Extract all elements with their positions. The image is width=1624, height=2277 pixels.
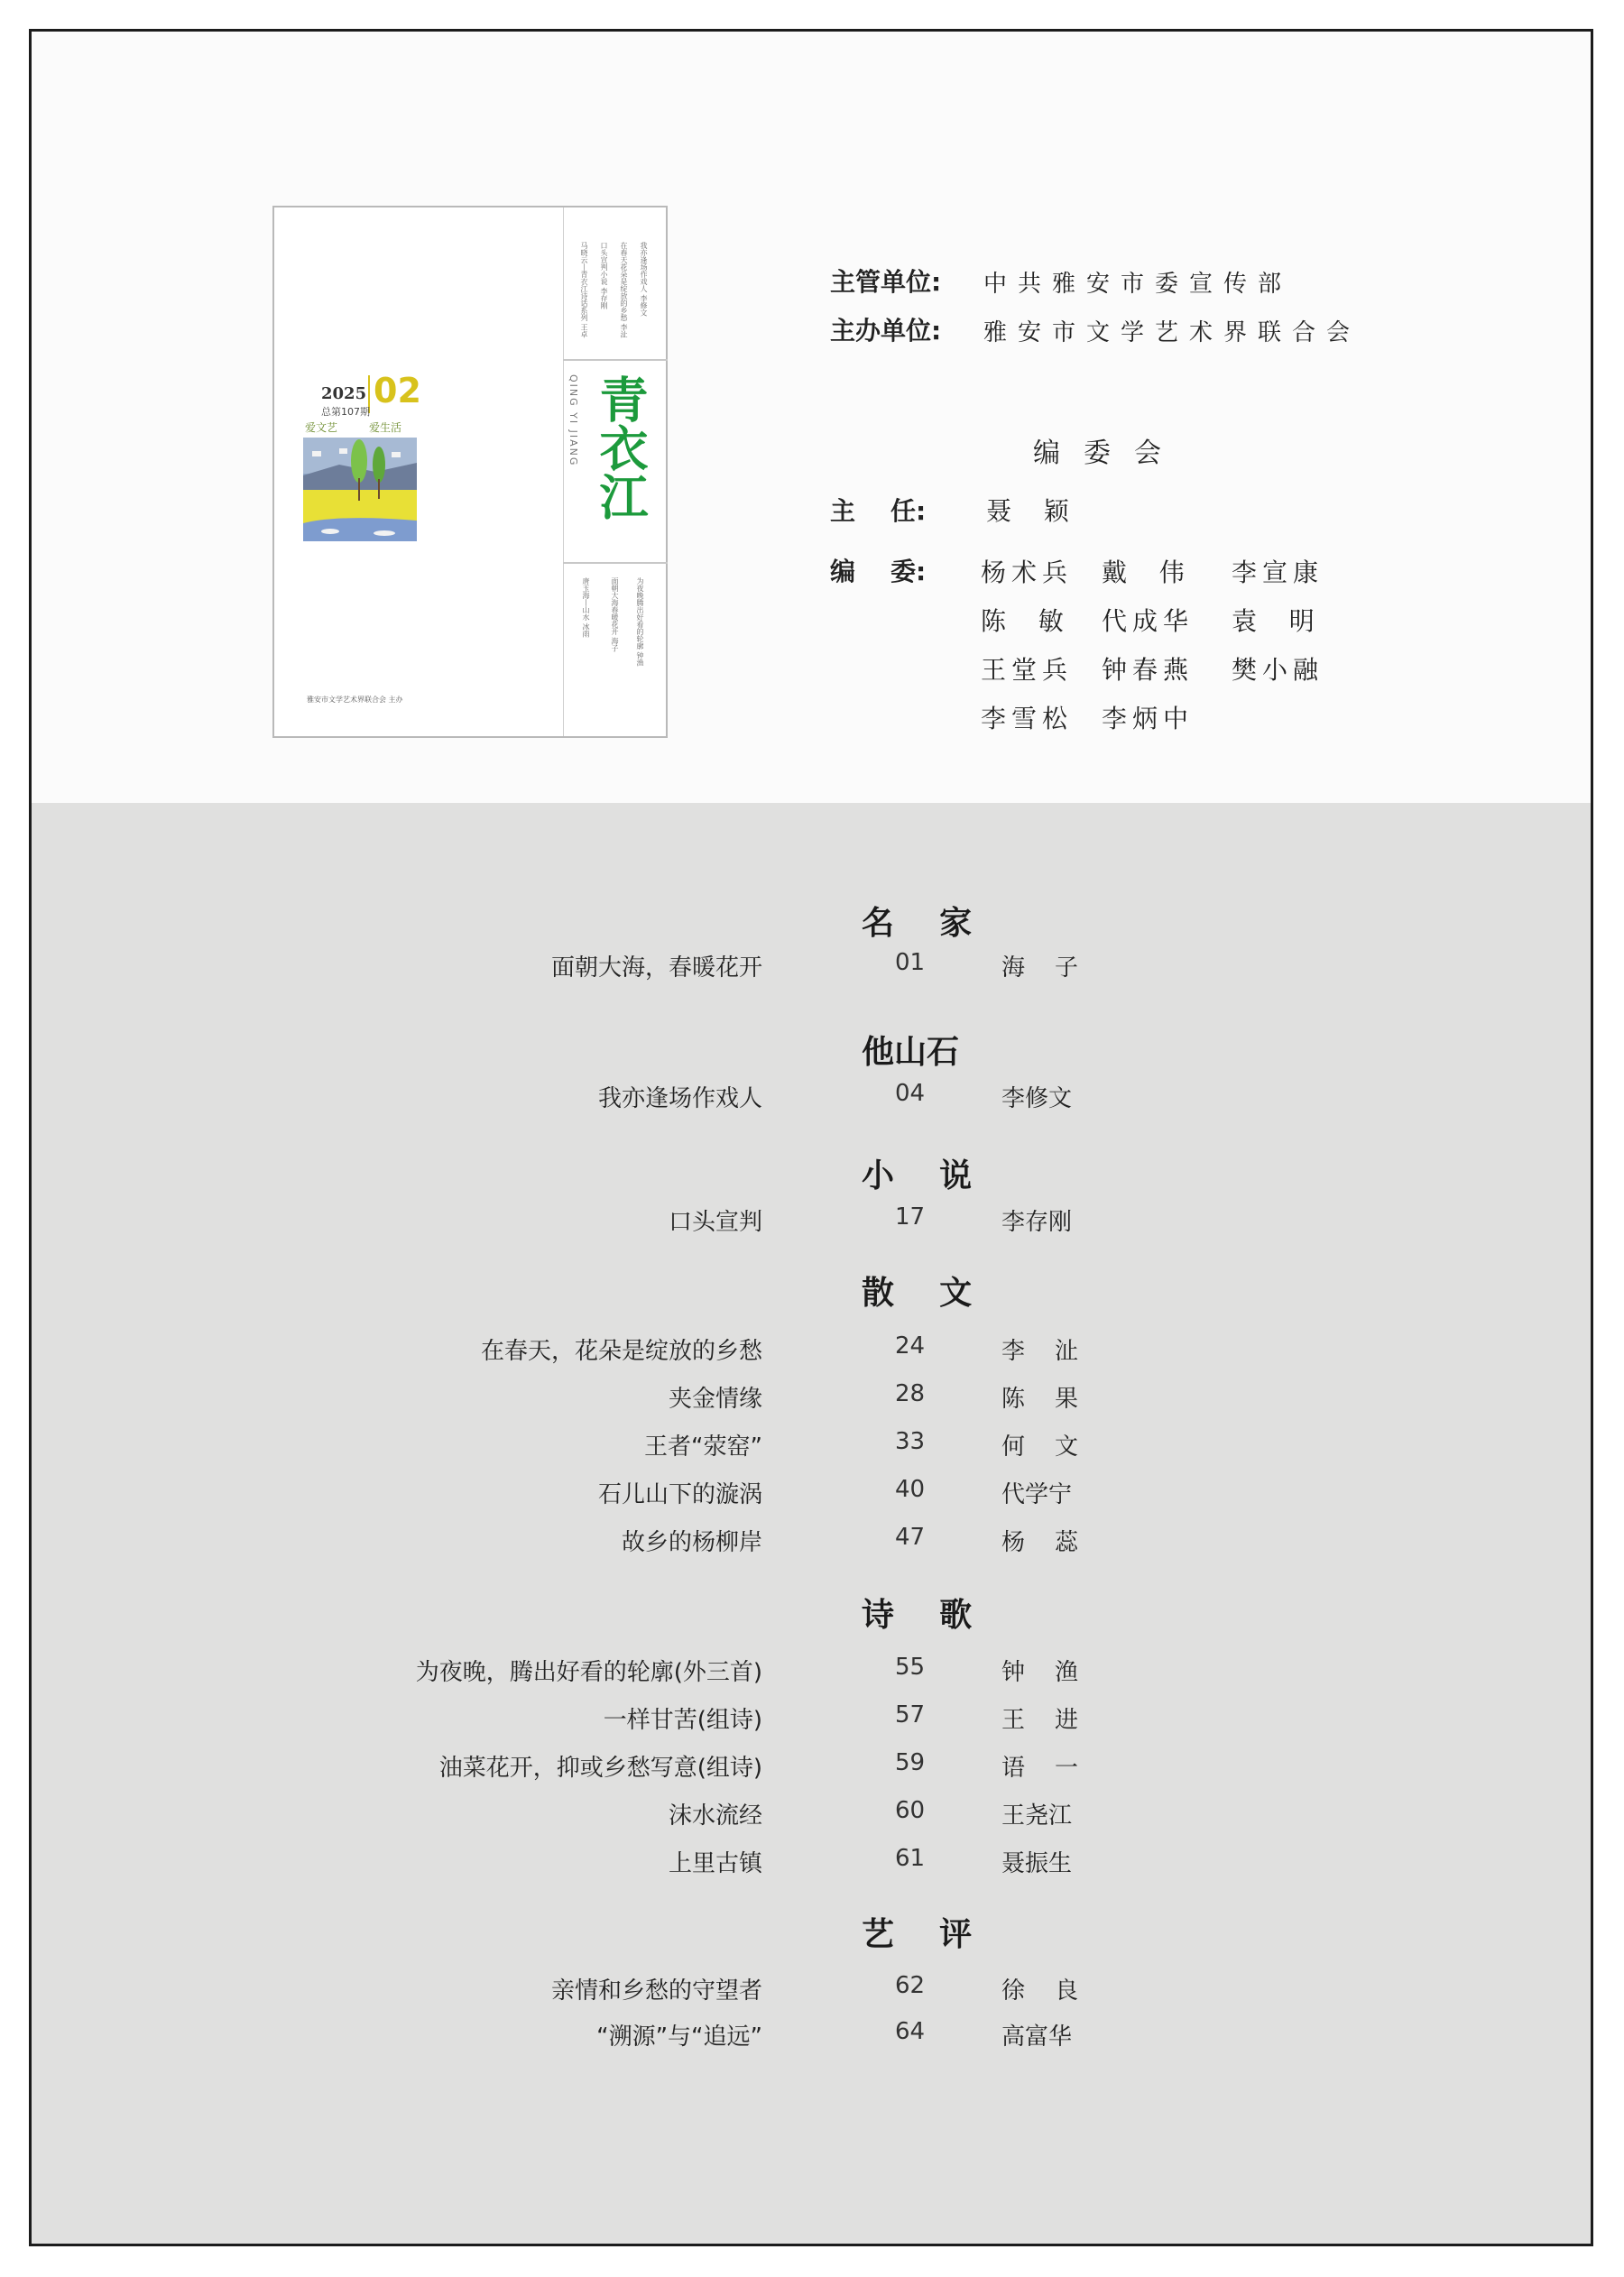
toc-entry-author: 钟 渔 [1001,1659,1079,1686]
editor-name: 王堂兵 [981,655,1074,685]
toc-entry-page: 59 [895,1749,926,1776]
toc-entry-page: 47 [895,1524,926,1551]
toc-entry-title[interactable]: 为夜晚，腾出好看的轮廓(外三首) [415,1659,762,1686]
toc-entry-title[interactable]: 油菜花开，抑或乡愁写意(组诗) [438,1755,762,1782]
toc-entry-title[interactable]: 在春天，花朵是绽放的乡愁 [480,1338,762,1365]
cover-pinyin: QING YI JIANG [567,374,579,467]
toc-entry-page: 33 [895,1428,926,1455]
toc-entry-title[interactable]: 沫水流经 [668,1802,762,1830]
toc-entry-author: 李存刚 [1001,1209,1073,1236]
toc-entry-author: 代学宁 [1001,1481,1073,1508]
toc-entry-page: 60 [895,1797,926,1824]
cover-contents-item: 口头宣判小说 李存刚 [600,242,608,309]
sponsor-value: 雅安市文学艺术界联合会 [983,319,1361,346]
cover-publisher: 雅安市文学艺术界联合会 主办 [307,696,403,704]
sponsor-label: 主办单位: [830,316,942,346]
editor-name: 陈 敏 [981,606,1069,636]
toc-entry-title[interactable]: 故乡的杨柳岸 [621,1529,762,1556]
toc-entry-page: 17 [895,1203,926,1231]
editors-label: 编 委: [830,557,927,586]
toc-entry-title[interactable]: 亲情和乡愁的守望者 [550,1977,762,2005]
cover-rule [563,359,668,361]
cover-title: 青衣江 [592,374,650,521]
toc-entry-page: 28 [895,1380,926,1407]
section-heading-sanwen: 散 文 [862,1274,973,1312]
section-heading-yiping: 艺 评 [862,1915,973,1953]
toc-entry-title[interactable]: 上里古镇 [668,1850,762,1877]
supervisor-label: 主管单位: [830,267,942,297]
toc-entry-author: 聂振生 [1001,1850,1073,1877]
page-frame [29,29,1593,2246]
cover-contents-item: 为夜晚腾出好看的轮廓 钟渔 [636,577,644,667]
toc-entry-author: 王尧江 [1001,1802,1073,1830]
cover-contents-item: 我亦逢场作戏人 李修文 [640,242,648,317]
toc-entry-title[interactable]: 夹金情缘 [668,1386,762,1413]
toc-entry-page: 62 [895,1972,926,1999]
toc-entry-page: 24 [895,1332,926,1360]
section-heading-tashanshi: 他山石 [862,1033,960,1071]
cover-total-issue: 总第107期 [321,406,370,418]
toc-entry-title[interactable]: 口头宣判 [668,1209,762,1236]
editor-name: 李宣康 [1232,558,1324,587]
toc-entry-author: 陈 果 [1001,1386,1079,1413]
cover-contents-item: 在春天花朵是绽放的乡愁 李沚 [620,242,628,338]
cover-rule [563,562,668,564]
toc-entry-author: 李 沚 [1001,1338,1079,1365]
toc-entry-page: 40 [895,1476,926,1503]
toc-entry-title[interactable]: “溯源”与“追远” [596,2023,762,2051]
editor-name: 钟春燕 [1102,655,1195,685]
editor-name: 樊小融 [1232,655,1324,685]
masthead-panel [32,32,1591,803]
cover-slogan-left: 爱文艺 [305,421,338,434]
toc-entry-author: 高富华 [1001,2023,1073,2051]
toc-entry-page: 64 [895,2018,926,2045]
editor-name: 李雪松 [981,704,1074,733]
cover-slogan-right: 爱生活 [369,421,402,434]
toc-entry-page: 55 [895,1654,926,1681]
toc-entry-title[interactable]: 石儿山下的漩涡 [597,1481,762,1508]
section-heading-shige: 诗 歌 [862,1596,973,1634]
editor-name: 袁 明 [1232,606,1320,636]
toc-entry-author: 何 文 [1001,1433,1079,1461]
table-of-contents [32,803,1591,2246]
toc-entry-author: 海 子 [1001,954,1079,982]
toc-entry-page: 61 [895,1845,926,1872]
toc-entry-page: 04 [895,1080,926,1107]
cover-year: 2025 [321,384,367,403]
cover-contents-item: 马晓云丨青衣江诗话系列 王卓 [580,242,588,338]
toc-entry-title[interactable]: 面朝大海，春暖花开 [550,954,762,982]
cover-contents-item: 唐玉海丨山水 冰雨 [582,577,590,638]
section-heading-mingjia: 名 家 [862,904,973,942]
toc-entry-page: 01 [895,949,926,976]
toc-entry-author: 李修文 [1001,1085,1073,1112]
cover-issue-number: 02 [374,371,421,410]
magazine-cover [272,206,668,738]
toc-entry-page: 57 [895,1701,926,1728]
editor-name: 李炳中 [1102,704,1195,733]
toc-entry-author: 语 一 [1001,1755,1079,1782]
supervisor-value: 中共雅安市委宣传部 [983,271,1293,298]
toc-entry-author: 杨 蕊 [1001,1529,1079,1556]
editor-name: 杨术兵 [981,558,1074,587]
toc-entry-title[interactable]: 王者“荥窑” [644,1433,762,1461]
editor-name: 代成华 [1102,606,1195,636]
director-name: 聂 颖 [986,496,1075,526]
toc-entry-author: 徐 良 [1001,1977,1079,2005]
cover-contents-item: 面朝大海春暖花开 海子 [611,577,619,652]
director-label: 主 任: [830,496,927,526]
cover-divider [563,207,564,736]
editor-name: 戴 伟 [1102,558,1190,587]
section-heading-xiaoshuo: 小 说 [862,1157,973,1194]
committee-heading: 编委会 [1033,438,1185,469]
toc-entry-title[interactable]: 一样甘苦(组诗) [603,1707,762,1734]
toc-entry-author: 王 进 [1001,1707,1079,1734]
cover-painting [303,438,417,541]
toc-entry-title[interactable]: 我亦逢场作戏人 [597,1085,762,1112]
